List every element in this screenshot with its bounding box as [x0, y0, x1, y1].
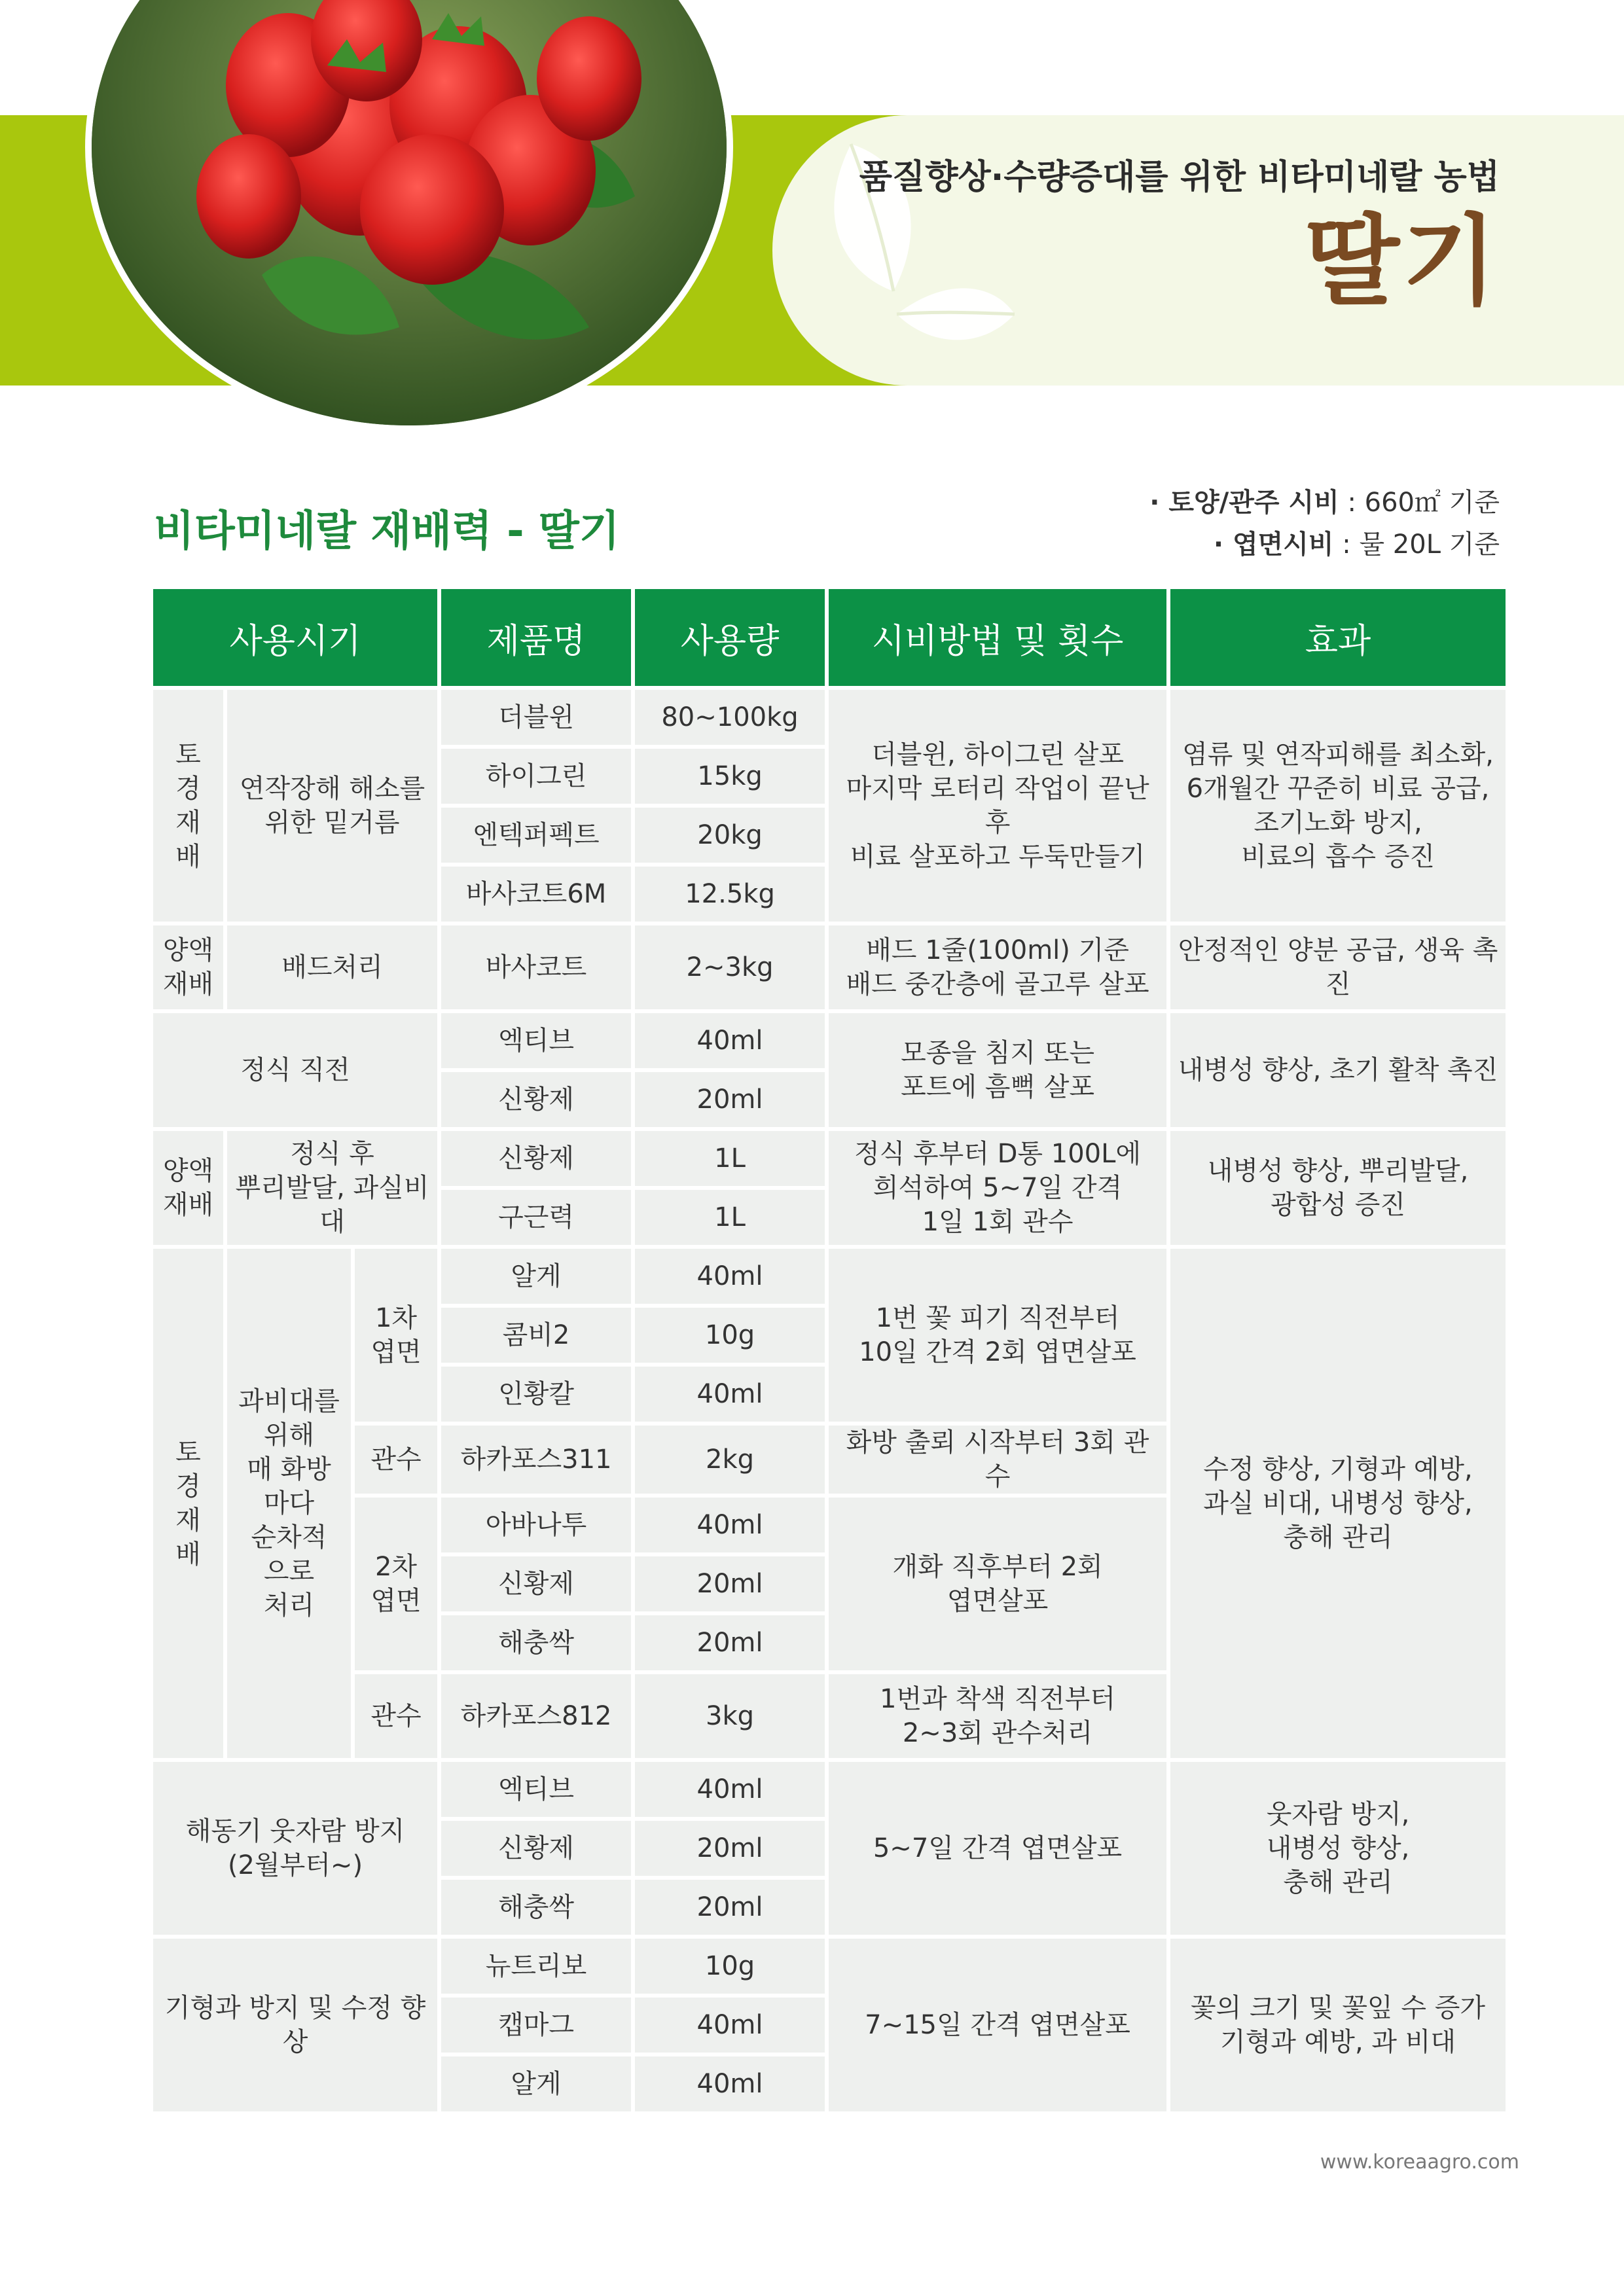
- product-cell: 엑티브: [441, 1013, 631, 1068]
- purpose-cell: 연작장해 해소를 위한 밑거름: [227, 690, 437, 922]
- category-cell: 양액 재배: [153, 1131, 223, 1245]
- purpose-cell: 정식 후 뿌리발달, 과실비대: [227, 1131, 437, 1245]
- method-cell: 화방 출뢰 시작부터 3회 관수: [829, 1426, 1166, 1494]
- table-row: [153, 925, 1506, 1009]
- amount-cell: 20ml: [635, 1880, 825, 1935]
- table-row: [153, 1762, 1506, 1817]
- header-amount: 사용량: [635, 589, 825, 686]
- timing-cell: 기형과 방지 및 수정 향상: [153, 1939, 437, 2111]
- purpose-cell: 과비대를 위해 매 화방 마다 순차적 으로 처리: [227, 1249, 351, 1758]
- table-row: [153, 1939, 1506, 1994]
- method-cell: 모종을 침지 또는 포트에 흠뻑 살포: [829, 1013, 1166, 1127]
- effect-cell: 내병성 향상, 초기 활착 촉진: [1170, 1013, 1506, 1127]
- amount-cell: 12.5kg: [635, 867, 825, 922]
- effect-cell: 안정적인 양분 공급, 생육 촉진: [1170, 925, 1506, 1009]
- product-cell: 더블윈: [441, 690, 631, 745]
- page-title: 딸기: [1305, 205, 1500, 319]
- stage-cell: 관수: [355, 1426, 437, 1494]
- product-cell: 신황제: [441, 1821, 631, 1876]
- table-row: [153, 1131, 1506, 1186]
- amount-cell: 20ml: [635, 1072, 825, 1127]
- purpose-cell: 배드처리: [227, 925, 437, 1009]
- table-row: [153, 690, 1506, 745]
- method-cell: 5~7일 간격 엽면살포: [829, 1762, 1166, 1935]
- product-cell: 인황칼: [441, 1367, 631, 1422]
- product-cell: 아바나투: [441, 1498, 631, 1552]
- amount-cell: 40ml: [635, 1998, 825, 2053]
- page-subtitle: 품질향상·수량증대를 위한 비타미네랄 농법: [859, 158, 1500, 197]
- product-cell: 엔텍퍼펙트: [441, 808, 631, 863]
- method-cell: 배드 1줄(100ml) 기준 배드 중간층에 골고루 살포: [829, 925, 1166, 1009]
- category-cell: 토 경 재 배: [153, 1249, 223, 1758]
- product-cell: 엑티브: [441, 1762, 631, 1817]
- fertilization-table: [149, 585, 1509, 2115]
- website-url[interactable]: www.koreaagro.com: [1320, 2151, 1519, 2174]
- amount-cell: 40ml: [635, 2056, 825, 2111]
- method-cell: 더블윈, 하이그린 살포 마지막 로터리 작업이 끝난 후 비료 살포하고 두둑만들기: [829, 690, 1166, 922]
- product-cell: 바사코트6M: [441, 867, 631, 922]
- basis-soil: · 토양/관주 시비 : 660㎡ 기준: [1149, 488, 1500, 518]
- amount-cell: 15kg: [635, 749, 825, 804]
- amount-cell: 3kg: [635, 1674, 825, 1758]
- table-header-row: [153, 589, 1506, 686]
- effect-cell: 내병성 향상, 뿌리발달, 광합성 증진: [1170, 1131, 1506, 1245]
- product-cell: 콤비2: [441, 1308, 631, 1363]
- product-cell: 뉴트리보: [441, 1939, 631, 1994]
- method-cell: 7~15일 간격 엽면살포: [829, 1939, 1166, 2111]
- amount-cell: 40ml: [635, 1013, 825, 1068]
- header-effect: 효과: [1170, 589, 1506, 686]
- category-cell: 토 경 재 배: [153, 690, 223, 922]
- timing-cell: 정식 직전: [153, 1013, 437, 1127]
- amount-cell: 40ml: [635, 1367, 825, 1422]
- product-cell: 신황제: [441, 1556, 631, 1611]
- amount-cell: 1L: [635, 1131, 825, 1186]
- method-cell: 정식 후부터 D통 100L에 희석하여 5~7일 간격 1일 1회 관수: [829, 1131, 1166, 1245]
- table-row: [153, 1013, 1506, 1068]
- amount-cell: 10g: [635, 1308, 825, 1363]
- section-title: 비타미네랄 재배력 - 딸기: [154, 507, 620, 556]
- product-cell: 신황제: [441, 1131, 631, 1186]
- table-row: [153, 1249, 1506, 1304]
- product-cell: 바사코트: [441, 925, 631, 1009]
- amount-cell: 20ml: [635, 1615, 825, 1670]
- effect-cell: 웃자람 방지, 내병성 향상, 충해 관리: [1170, 1762, 1506, 1935]
- product-cell: 신황제: [441, 1072, 631, 1127]
- effect-cell: 염류 및 연작피해를 최소화, 6개월간 꾸준히 비료 공급, 조기노화 방지, 비료의 흡수 증진: [1170, 690, 1506, 922]
- product-cell: 하카포스311: [441, 1426, 631, 1494]
- amount-cell: 2~3kg: [635, 925, 825, 1009]
- amount-cell: 40ml: [635, 1498, 825, 1552]
- method-cell: 1번 꽃 피기 직전부터 10일 간격 2회 엽면살포: [829, 1249, 1166, 1422]
- amount-cell: 40ml: [635, 1249, 825, 1304]
- effect-cell: 꽃의 크기 및 꽃잎 수 증가 기형과 예방, 과 비대: [1170, 1939, 1506, 2111]
- amount-cell: 20ml: [635, 1556, 825, 1611]
- amount-cell: 20kg: [635, 808, 825, 863]
- stage-cell: 2차 엽면: [355, 1498, 437, 1670]
- method-cell: 개화 직후부터 2회 엽면살포: [829, 1498, 1166, 1670]
- header-timing: 사용시기: [153, 589, 437, 686]
- amount-cell: 20ml: [635, 1821, 825, 1876]
- basis-foliar: · 엽면시비 : 물 20L 기준: [1213, 529, 1500, 560]
- product-cell: 하이그린: [441, 749, 631, 804]
- stage-cell: 1차 엽면: [355, 1249, 437, 1422]
- product-cell: 캡마그: [441, 1998, 631, 2053]
- header-method: 시비방법 및 횟수: [829, 589, 1166, 686]
- product-cell: 알게: [441, 1249, 631, 1304]
- product-cell: 해충싹: [441, 1615, 631, 1670]
- amount-cell: 40ml: [635, 1762, 825, 1817]
- stage-cell: 관수: [355, 1674, 437, 1758]
- timing-cell: 해동기 웃자람 방지 (2월부터~): [153, 1762, 437, 1935]
- amount-cell: 80~100kg: [635, 690, 825, 745]
- header-product: 제품명: [441, 589, 631, 686]
- method-cell: 1번과 착색 직전부터 2~3회 관수처리: [829, 1674, 1166, 1758]
- product-cell: 하카포스812: [441, 1674, 631, 1758]
- effect-cell: 수정 향상, 기형과 예방, 과실 비대, 내병성 향상, 충해 관리: [1170, 1249, 1506, 1758]
- category-cell: 양액 재배: [153, 925, 223, 1009]
- amount-cell: 2kg: [635, 1426, 825, 1494]
- product-cell: 구근력: [441, 1190, 631, 1245]
- product-cell: 알게: [441, 2056, 631, 2111]
- amount-cell: 1L: [635, 1190, 825, 1245]
- product-cell: 해충싹: [441, 1880, 631, 1935]
- amount-cell: 10g: [635, 1939, 825, 1994]
